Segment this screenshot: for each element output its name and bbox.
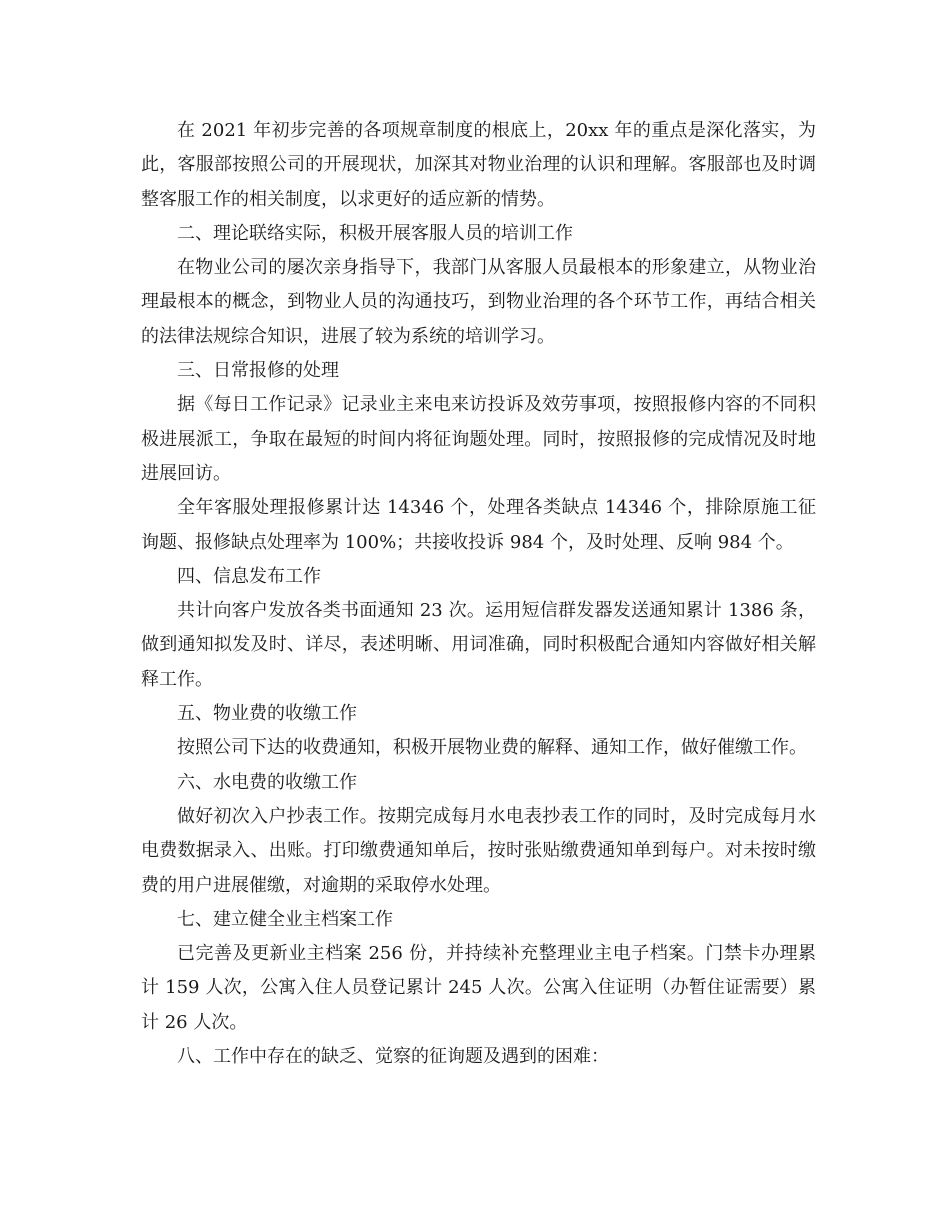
section-heading-8: 八、工作中存在的缺乏、觉察的征询题及遇到的困难： xyxy=(177,1046,609,1068)
paragraph-archives: 已完善及更新业主档案 256 份，并持续补充整理业主电子档案。门禁卡办理累计 159 人次，公寓入住人员登记累计 245 人次。公寓入住证明（办暂住证需要）累计 26 人次。 xyxy=(141,943,816,1033)
section-heading-7: 七、建立健全业主档案工作 xyxy=(177,908,393,930)
paragraph-notices: 共计向客户发放各类书面通知 23 次。运用短信群发器发送通知累计 1386 条，做到通知拟发及时、详尽，表述明晰、用词准确，同时积极配合通知内容做好相关解释工作。 xyxy=(141,600,816,690)
paragraph-intro: 在 2021 年初步完善的各项规章制度的根底上，20xx 年的重点是深化落实，为此，客服部按照公司的开展现状，加深其对物业治理的认识和理解。客服部也及时调整客服工作的相关制度，以求更好的适应新的情势。 xyxy=(141,120,816,210)
section-heading-5: 五、物业费的收缴工作 xyxy=(177,703,357,725)
section-heading-2: 二、理论联络实际，积极开展客服人员的培训工作 xyxy=(177,222,573,244)
paragraph-property-fee: 按照公司下达的收费通知，积极开展物业费的解释、通知工作，做好催缴工作。 xyxy=(177,737,807,759)
paragraph-repair-stats: 全年客服处理报修累计达 14346 个，处理各类缺点 14346 个，排除原施工征询题、报修缺点处理率为 100%；共接收投诉 984 个，及时处理、反响 984 个。 xyxy=(141,497,816,553)
paragraph-training: 在物业公司的屡次亲身指导下，我部门从客服人员最根本的形象建立，从物业治理最根本的概念，到物业人员的沟通技巧，到物业治理的各个环节工作，再结合相关的法律法规综合知识，进展了较为系统的培训学习。 xyxy=(141,257,816,347)
section-heading-4: 四、信息发布工作 xyxy=(177,565,321,587)
paragraph-repair: 据《每日工作记录》记录业主来电来访投诉及效劳事项，按照报修内容的不同积极进展派工，争取在最短的时间内将征询题处理。同时，按照报修的完成情况及时地进展回访。 xyxy=(141,394,816,484)
paragraph-utility-fee: 做好初次入户抄表工作。按期完成每月水电表抄表工作的同时，及时完成每月水电费数据录入、出账。打印缴费通知单后，按时张贴缴费通知单到每户。对未按时缴费的用户进展催缴，对逾期的采取停水处理。 xyxy=(141,805,816,896)
section-heading-6: 六、水电费的收缴工作 xyxy=(177,771,357,793)
section-heading-3: 三、日常报修的处理 xyxy=(177,360,339,382)
document-body xyxy=(141,114,816,1074)
